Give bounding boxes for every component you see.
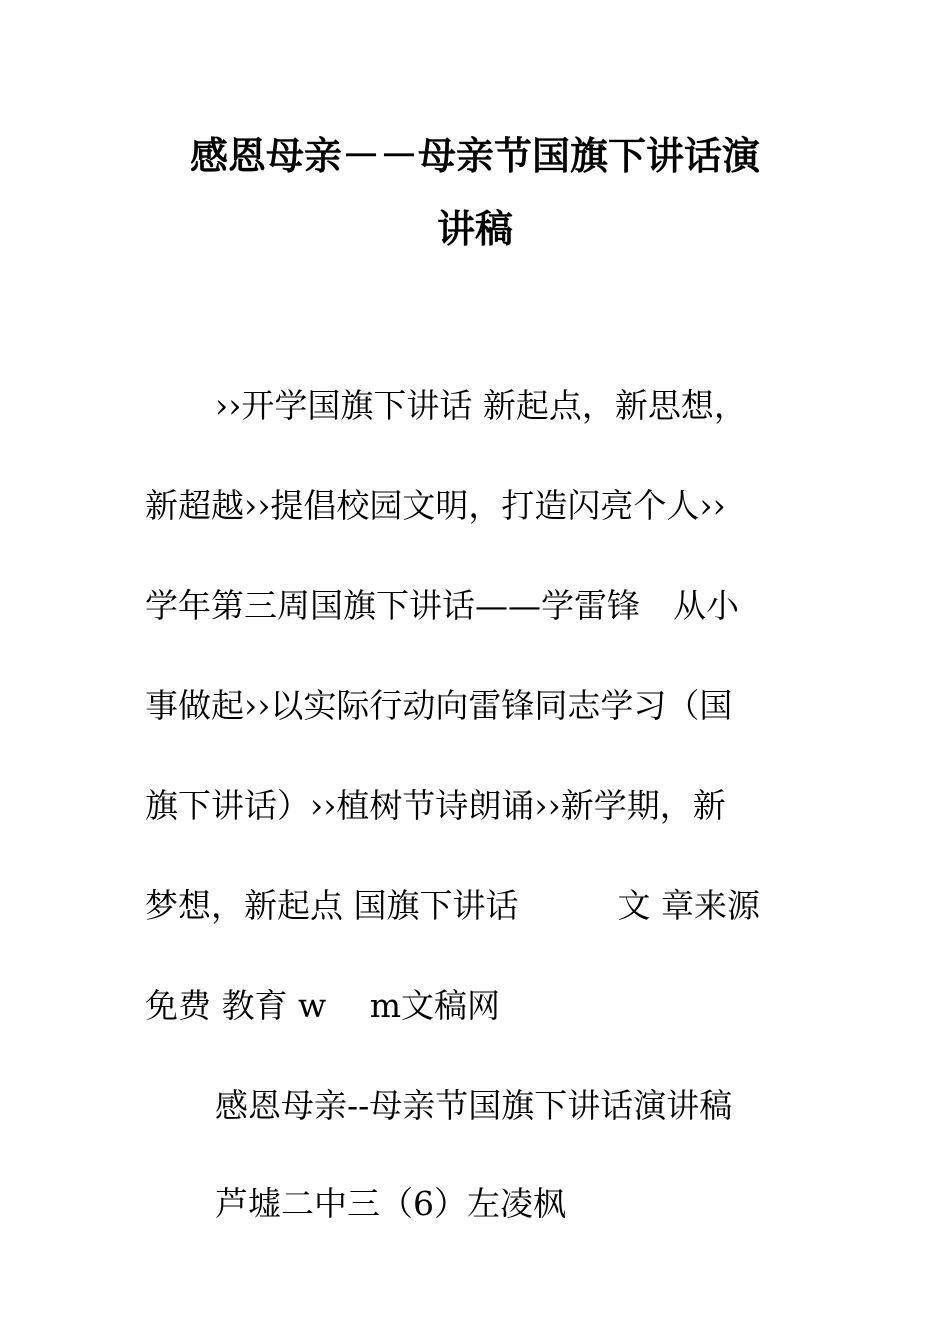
author-line: 芦墟二中三（6）左凌枫: [215, 1184, 566, 1223]
document-title-line-1: 感恩母亲－－母亲节国旗下讲话演: [189, 134, 760, 178]
body-line-5: 旗下讲话）››植树节诗朗诵››新学期，新: [145, 786, 726, 825]
body-line-7: 免费 教育 w m文稿网: [145, 986, 501, 1025]
body-line-3: 学年第三周国旗下讲话——学雷锋 从小: [145, 586, 739, 625]
body-line-6: 梦想，新起点 国旗下讲话 文 章来源: [145, 886, 760, 925]
body-line-1: ››开学国旗下讲话 新起点，新思想，: [215, 386, 747, 425]
body-line-8: 感恩母亲--母亲节国旗下讲话演讲稿: [215, 1086, 733, 1125]
body-line-4: 事做起››以实际行动向雷锋同志学习（国: [145, 686, 733, 725]
body-line-2: 新超越››提倡校园文明，打造闪亮个人››: [145, 486, 726, 525]
document-title-line-2: 讲稿: [436, 207, 513, 251]
